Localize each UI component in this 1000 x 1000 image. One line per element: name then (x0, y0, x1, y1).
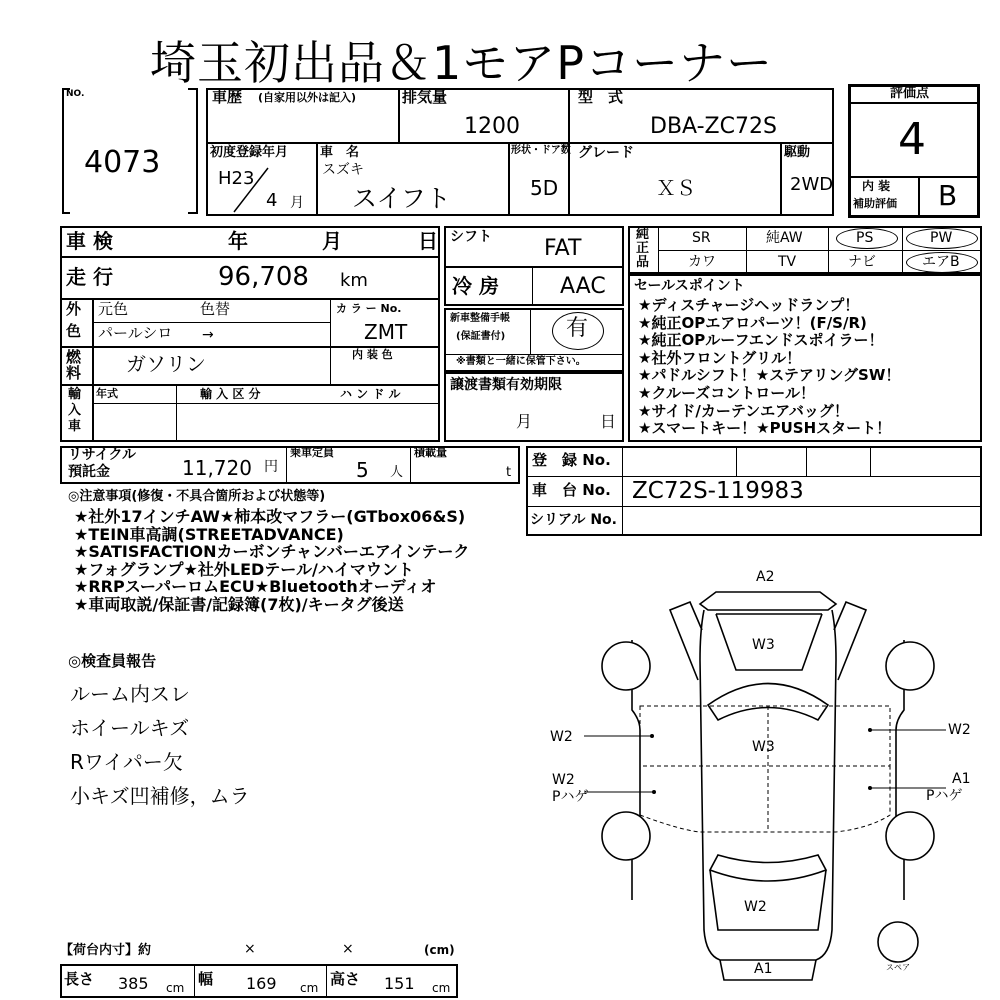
drive-value: 2WD (790, 174, 834, 195)
note-item: ★車両取説/保証書/記録簿(7枚)/キータグ後送 (74, 594, 404, 614)
grade-label: グレード (578, 145, 634, 161)
doors-label: 形状・ドア数 (511, 145, 571, 156)
inspection-day: 日 (418, 229, 438, 253)
sales-point-item: ★パドルシフト！★ステアリングSW！ (638, 366, 901, 385)
diagram-right-2a: A1 (952, 771, 971, 787)
serial-label: シリアル No. (530, 512, 617, 528)
cargo-unit-label: (cm) (424, 943, 455, 957)
sales-points-list (638, 297, 900, 438)
sales-point-item: ★ディスチャージヘッドランプ！ (638, 296, 860, 314)
interior-label-2: 補助評価 (853, 197, 897, 210)
diagram-rear: W2 (744, 899, 767, 915)
transfer-month: 月 (516, 412, 533, 431)
cargo-width-label: 幅 (198, 970, 214, 988)
recycle-label-2: 預託金 (68, 464, 110, 480)
inspector-item: ルーム内スレ (70, 682, 190, 706)
manual-label-1: 新車整備手帳 (450, 313, 510, 324)
equip-ps: PS (856, 230, 874, 246)
color-code-value: ZMT (364, 320, 408, 344)
import-type-label: 輸 入 区 分 (200, 387, 261, 401)
notes-list (74, 508, 469, 614)
score-value: 4 (898, 114, 926, 165)
cargo-times-1: × (244, 941, 256, 957)
first-reg-month: 4 (266, 190, 278, 211)
import-label-3: 車 (68, 419, 82, 434)
lot-label: NO. (66, 89, 85, 99)
inspector-item: ホイールキズ (70, 716, 190, 740)
equip-navi: ナビ (848, 254, 876, 270)
chassis-label: 車 台 No. (532, 481, 611, 499)
import-label-2: 入 (68, 403, 82, 418)
shift-value: FAT (544, 236, 582, 261)
manual-label-2: (保証書付) (456, 331, 506, 342)
ac-label: 冷 房 (452, 274, 499, 298)
recycle-unit: 円 (264, 459, 278, 475)
inspector-label: ◎検査員報告 (68, 652, 157, 670)
lot-bracket-tr (188, 88, 196, 90)
car-name-label: 車 名 (320, 145, 360, 160)
model-value: DBA-ZC72S (650, 114, 777, 139)
import-year-label: 年式 (96, 387, 118, 400)
diagram-front-top: A2 (756, 569, 775, 585)
diagram-left-2b: Pハゲ (552, 789, 589, 805)
diagram-hood: W3 (752, 637, 775, 653)
sales-point-item: ★社外フロントグリル！ (638, 348, 802, 367)
inspection-year: 年 (228, 229, 248, 253)
equip-aw: 純AW (766, 230, 803, 246)
diagram-right-2b: Pハゲ (926, 788, 963, 804)
fuel-value: ガソリン (126, 352, 206, 376)
note-item: ★フォグランプ★社外LEDテール/ハイマウント (74, 559, 414, 579)
first-reg-month-unit: 月 (290, 195, 304, 211)
chassis-value: ZC72S-119983 (632, 478, 804, 504)
equip-pw: PW (930, 230, 953, 246)
car-maker: スズキ (322, 162, 364, 178)
displacement-value: 1200 (464, 114, 520, 139)
cargo-length-label: 長さ (64, 970, 95, 988)
first-reg-label: 初度登録年月 (210, 145, 289, 160)
car-damage-diagram (540, 570, 990, 990)
equip-label-3: 品 (636, 255, 650, 270)
recycle-value: 11,720 (182, 456, 252, 480)
registration-label: 登 録 No. (532, 451, 611, 469)
orig-color-label: 元色 (98, 300, 129, 318)
cargo-length: 385 (118, 974, 149, 993)
load-label: 積載量 (414, 446, 447, 459)
sales-point-item: ★スマートキー！★PUSHスタート！ (638, 419, 892, 438)
manual-value: 有 (566, 316, 589, 341)
lot-number: 4073 (84, 145, 161, 180)
note-item: ★SATISFACTIONカーボンチャンバーエアインテーク (74, 542, 470, 562)
first-reg-era: H23 (218, 168, 255, 189)
orig-color-value: パールシロ (98, 324, 173, 342)
inspection-month: 月 (322, 229, 342, 253)
color-arrow: → (202, 327, 214, 343)
mileage-unit: km (340, 270, 368, 291)
color-change-label: 色替 (200, 300, 231, 318)
note-item: ★社外17インチAW★柿本改マフラー(GTbox06&S) (74, 507, 466, 526)
cargo-width-unit: cm (300, 981, 319, 995)
sales-point-item: ★サイド/カーテンエアバッグ！ (638, 401, 849, 420)
notes-label: ◎注意事項(修復・不具合箇所および状態等) (68, 489, 326, 504)
diagram-left-2a: W2 (552, 772, 575, 788)
capacity-unit: 人 (390, 465, 404, 480)
diagram-spare: スペア (886, 963, 910, 972)
equip-label-2: 正 (636, 241, 650, 256)
color-code-label: カ ラ ー No. (336, 302, 402, 315)
recycle-label-1: リサイクル (68, 447, 137, 463)
diagram-rear-bottom: A1 (754, 961, 773, 977)
cargo-width: 169 (246, 974, 277, 993)
grade-value: ＸＳ (656, 176, 696, 200)
equip-label-1: 純 (636, 227, 650, 242)
inspector-item: 小キズ凹補修，ムラ (70, 784, 250, 808)
diagram-roof: W3 (752, 739, 775, 755)
cargo-height: 151 (384, 974, 415, 993)
lot-bracket-br (188, 212, 196, 214)
model-label: 型 式 (578, 88, 624, 106)
mileage-value: 96,708 (218, 262, 309, 292)
cargo-times-2: × (342, 941, 354, 957)
inspector-item: Rワイパー欠 (70, 750, 183, 774)
cargo-height-unit: cm (432, 981, 451, 995)
transfer-label: 譲渡書類有効期限 (450, 377, 562, 393)
capacity-value: 5 (356, 458, 369, 482)
manual-note: ※書類と一緒に保管下さい。 (456, 356, 586, 367)
cargo-length-unit: cm (166, 981, 185, 995)
cargo-label: 【荷台内寸】約 (60, 943, 152, 958)
drive-label: 駆動 (784, 145, 811, 160)
color-label-2: 色 (66, 322, 82, 340)
color-label-1: 外 (66, 300, 82, 318)
interior-score: B (938, 179, 958, 212)
score-label: 評価点 (890, 86, 930, 101)
note-item: ★RRPスーパーロムECU★Bluetoothオーディオ (74, 577, 437, 597)
import-label-1: 輸 (68, 387, 82, 402)
interior-label-1: 内 装 (862, 179, 891, 193)
note-item: ★TEIN車高調(STREETADVANCE) (74, 524, 344, 544)
handle-label: ハ ン ド ル (340, 387, 401, 401)
history-sublabel: (自家用以外は記入) (258, 91, 357, 104)
inspection-label: 車 検 (66, 229, 113, 253)
equip-sr: SR (692, 230, 711, 246)
transfer-day: 日 (600, 412, 617, 431)
load-unit: t (506, 465, 512, 480)
shift-label: シフト (450, 229, 492, 245)
fuel-label-2: 料 (66, 364, 82, 382)
ac-value: AAC (560, 274, 606, 299)
lot-bracket-right (196, 88, 198, 214)
equip-tv: TV (778, 254, 797, 270)
history-label: 車歴 (212, 88, 243, 106)
equip-airbag: エアB (922, 254, 960, 270)
fuel-label-1: 燃 (66, 348, 82, 366)
diagram-left-1: W2 (550, 729, 573, 745)
diagram-right-1: W2 (948, 722, 971, 738)
car-model-name: スイフト (352, 184, 451, 213)
lot-bracket-left (62, 88, 64, 214)
sales-point-item: ★純正OPエアロパーツ！(F/S/R) (638, 313, 867, 332)
doors-value: 5D (530, 176, 559, 200)
equip-leather: カワ (688, 254, 716, 270)
sales-points-label: セールスポイント (634, 278, 745, 294)
interior-color-label: 内 装 色 (352, 348, 393, 361)
cargo-height-label: 高さ (330, 970, 361, 988)
mileage-label: 走 行 (66, 265, 113, 289)
sales-point-item: ★純正OPルーフエンドスポイラー！ (638, 331, 884, 350)
sales-point-item: ★クルーズコントロール！ (638, 383, 815, 402)
displacement-label: 排気量 (402, 88, 448, 106)
page-title: 埼玉初出品＆1モアPコーナー (150, 36, 774, 90)
lot-bracket-bl (62, 212, 70, 214)
capacity-label: 乗車定員 (290, 446, 334, 459)
